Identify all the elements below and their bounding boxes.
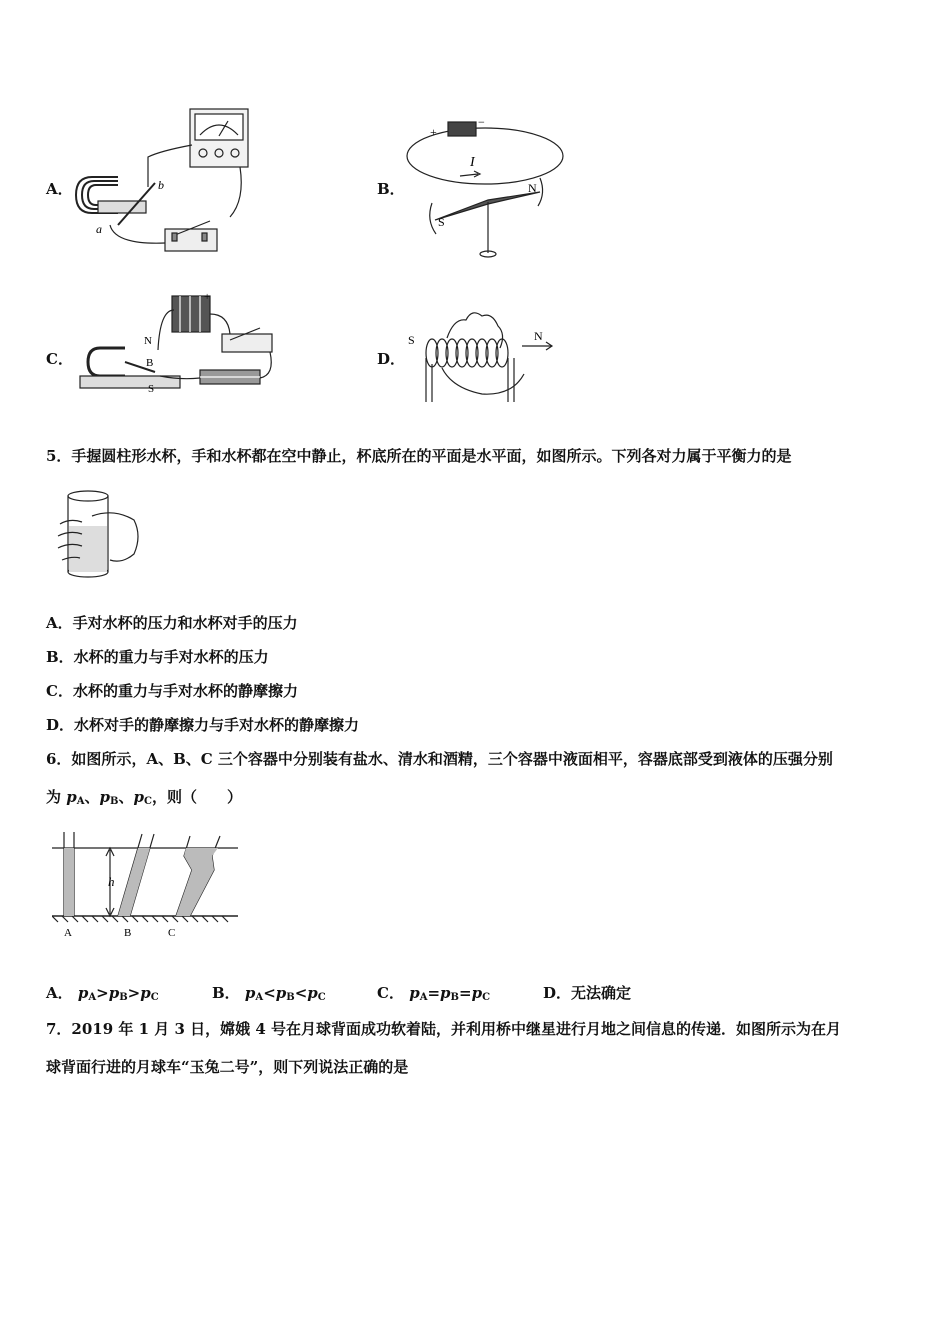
label-b: b [158, 178, 164, 192]
label-north: N [528, 181, 537, 195]
q4-option-a-label: A． [46, 180, 73, 198]
motor-circuit-icon [70, 290, 285, 410]
oersted-compass-icon [400, 108, 565, 268]
q6-stem-line1: 6．如图所示，A、B、C 三个容器中分别装有盐水、清水和酒精，三个容器中液面相平，容器底部受到液体的压强分别 [46, 750, 833, 768]
label-a: a [96, 222, 102, 236]
label-b: B [124, 927, 132, 939]
label-c: C [168, 927, 176, 939]
q7-stem-line2: 球背面行进的月球车“玉兔二号”，则下列说法正确的是 [46, 1058, 409, 1076]
q5-option-c: C．水杯的重力与手对水杯的静摩擦力 [46, 682, 298, 700]
q5-stem: 5．手握圆柱形水杯，手和水杯都在空中静止，杯底所在的平面是水平面，如图所示。下列各对力属于平衡力的是 [46, 447, 792, 465]
label-current: I [470, 155, 475, 170]
label-a: A [64, 927, 72, 939]
label-s: S [148, 383, 155, 395]
q7-stem-line1: 7．2019 年 1 月 3 日，嫦娥 4 号在月球背面成功软着陆，并利用桥中继星进行月地之间信息的传递．如图所示为在月 [46, 1020, 842, 1038]
label-b: B [146, 357, 154, 369]
q6-option-b: B． $p_A<p_B<p_C$ [212, 984, 326, 1003]
hand-holding-cup-icon [52, 486, 144, 582]
q6-option-c: C． $p_A=p_B=p_C$ [377, 984, 491, 1003]
three-containers-figure [52, 826, 242, 942]
label-minus: − [478, 115, 485, 129]
q5-option-a: A．手对水杯的压力和水杯对手的压力 [46, 614, 298, 632]
q6-stem-line2: 为 $p_A$、$p_B$、$p_C$，则（ ） [46, 788, 242, 807]
label-n: N [144, 335, 152, 347]
label-plus: + [204, 291, 211, 303]
label-h: h [108, 874, 115, 889]
label-n: N [534, 329, 543, 343]
label-plus: + [430, 125, 437, 139]
q6-option-d: D．无法确定 [543, 984, 632, 1002]
label-s: S [408, 333, 415, 347]
q4-option-d-label: D． [377, 350, 406, 368]
q6-option-a: A． $p_A>p_B>p_C$ [46, 984, 159, 1003]
label-south: S [438, 215, 445, 229]
galvanometer-circuit-icon [70, 105, 255, 265]
q4-option-b-label: B． [377, 180, 405, 198]
solenoid-hand-icon [402, 298, 557, 410]
q4-option-c-label: C． [46, 350, 73, 368]
q5-option-b: B．水杯的重力与手对水杯的压力 [46, 648, 269, 666]
q5-option-d: D．水杯对手的静摩擦力与手对水杯的静摩擦力 [46, 716, 360, 734]
